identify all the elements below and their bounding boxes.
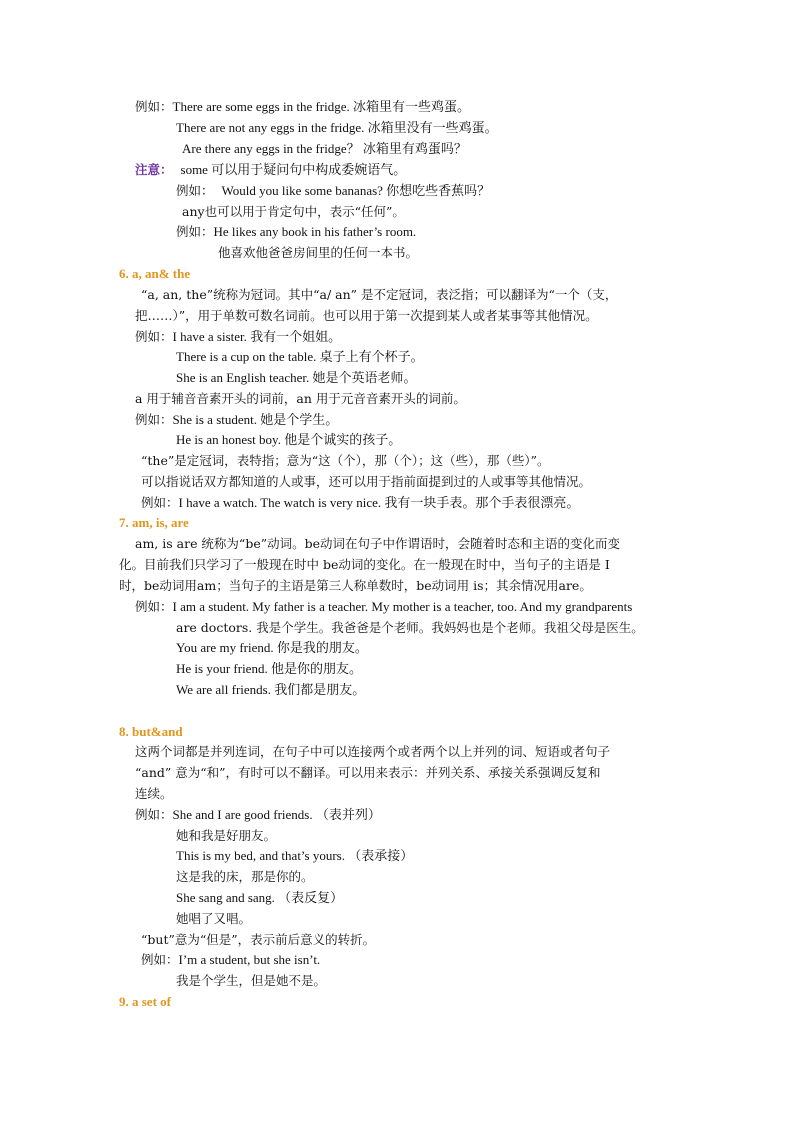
body-line: 时，be动词用am；当句子的主语是第三人称单数时，be动词用 is；其余情况用are。 (119, 578, 592, 593)
body-line: 这两个词都是并列连词，在句子中可以连接两个或者两个以上并列的词、短语或者句子 (135, 744, 611, 759)
example-prefix: 例如： (135, 412, 173, 427)
example-line (176, 183, 490, 199)
body-line: “but”意为“但是”，表示前后意义的转折。 (141, 932, 376, 947)
example-line: are doctors. 我是个学生。我爸爸是个老师。我妈妈也是个老师。我祖父母是医生。 (176, 620, 644, 635)
example-line: We are all friends. 我们都是朋友。 (176, 682, 366, 697)
body-line: “the”是定冠词，表特指；意为“这（个），那（个）；这（些），那（些）”。 (141, 453, 550, 468)
example-text: I have a watch. The watch is very nice. 我有一块手表。那个手表很漂亮。 (178, 495, 580, 510)
body-line: am, is are 统称为“be”动词。be动词在句子中作谓语时，会随着时态和主语的变化而变 (135, 536, 621, 551)
example-text: There are some eggs in the fridge. 冰箱里有一些鸡蛋。 (172, 99, 470, 114)
example-line (135, 412, 338, 428)
example-line (135, 329, 341, 345)
example-prefix: 例如： (135, 99, 173, 114)
example-line: There are not any eggs in the fridge. 冰箱里没有一些鸡蛋。 (176, 120, 498, 135)
example-prefix: 例如： (176, 224, 214, 239)
translation-line: 这是我的床，那是你的。 (176, 869, 314, 884)
example-line (176, 224, 416, 240)
translation-line: 他喜欢他爸爸房间里的任何一本书。 (218, 245, 419, 260)
example-line: He is an honest boy. 他是个诚实的孩子。 (176, 432, 402, 447)
body-line: 可以指说话双方都知道的人或事，还可以用于指前面提到过的人或事等其他情况。 (141, 474, 592, 489)
example-line: There is a cup on the table. 桌子上有个杯子。 (176, 349, 424, 364)
example-prefix: 例如： (176, 183, 214, 198)
body-line: “and” 意为“和”，有时可以不翻译。可以用来表示：并列关系、承接关系强调反复和 (135, 765, 601, 780)
example-prefix: 例如： (135, 807, 173, 822)
example-prefix: 例如： (135, 329, 173, 344)
example-prefix: 例如： (141, 495, 179, 510)
section-heading-9: 9. a set of (119, 994, 171, 1009)
example-text: She is a student. 她是个学生。 (172, 412, 339, 427)
example-line (135, 599, 632, 615)
note-line (135, 162, 406, 178)
example-text: She and I are good friends. （表并列） (172, 807, 381, 822)
example-text: He likes any book in his father’s room. (213, 224, 417, 239)
section-heading-6: 6. a, an& the (119, 266, 191, 281)
body-line: any也可以用于肯定句中，表示“任何”。 (182, 204, 405, 219)
note-label: 注意： (135, 162, 173, 177)
example-text: I am a student. My father is a teacher. My mother is a teacher, too. And my grandparents (172, 599, 633, 614)
body-line: 化。目前我们只学习了一般现在时中 be动词的变化。在一般现在时中，当句子的主语是 I (119, 557, 610, 572)
example-line: She is an English teacher. 她是个英语老师。 (176, 370, 417, 385)
translation-line: 我是个学生，但是她不是。 (176, 973, 327, 988)
example-line: He is your friend. 他是你的朋友。 (176, 661, 362, 676)
example-line (135, 807, 381, 823)
example-line (141, 495, 579, 511)
example-text: Would you like some bananas? 你想吃些香蕉吗？ (221, 183, 491, 198)
example-line (135, 99, 470, 115)
example-text: I’m a student, but she isn’t. (178, 952, 321, 967)
example-prefix: 例如： (141, 952, 179, 967)
example-prefix: 例如： (135, 599, 173, 614)
body-line: “a, an, the”统称为冠词。其中“a/ an” 是不定冠词，表泛指；可以翻译为“一个（支， (141, 287, 618, 302)
body-line: 连续。 (135, 786, 173, 801)
example-line (141, 952, 320, 968)
section-heading-7: 7. am, is, are (119, 515, 189, 530)
section-heading-8: 8. but&and (119, 724, 183, 739)
example-line: She sang and sang. （表反复） (176, 890, 344, 905)
translation-line: 她和我是好朋友。 (176, 828, 277, 843)
body-line: 把……）”，用于单数可数名词前。也可以用于第一次提到某人或者某事等其他情况。 (135, 308, 598, 323)
translation-line: 她唱了又唱。 (176, 911, 252, 926)
example-line: Are there any eggs in the fridge？ 冰箱里有鸡蛋吗？ (182, 141, 467, 156)
body-line: a 用于辅音音素开头的词前，an 用于元音音素开头的词前。 (135, 391, 466, 406)
example-line: You are my friend. 你是我的朋友。 (176, 640, 368, 655)
note-text: some 可以用于疑问句中构成委婉语气。 (180, 162, 407, 177)
example-line: This is my bed, and that’s yours. （表承接） (176, 848, 414, 863)
example-text: I have a sister. 我有一个姐姐。 (172, 329, 342, 344)
